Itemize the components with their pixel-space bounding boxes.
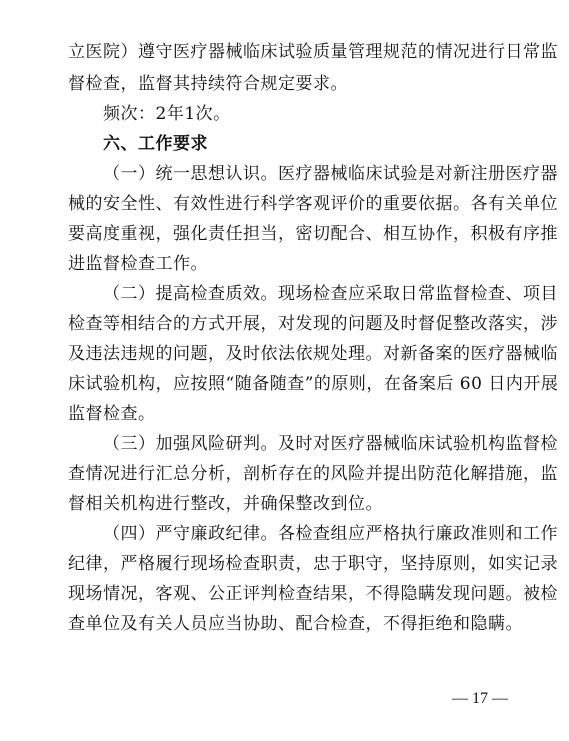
paragraph-line: 械的安全性、有效性进行科学客观评价的重要依据。各有关单位 (68, 194, 558, 214)
paragraph-line: （二）提高检查质效。现场检查应采取日常监督检查、项目 (103, 284, 558, 304)
paragraph-line: （四）严守廉政纪律。各检查组应严格执行廉政准则和工作 (103, 524, 558, 544)
paragraph-line: 立医院）遵守医疗器械临床试验质量管理规范的情况进行日常监 (68, 42, 558, 62)
paragraph-line: 进监督检查工作。 (68, 254, 208, 274)
section-heading: 六、工作要求 (103, 134, 208, 154)
paragraph-line: 现场情况，客观、公正评判检查结果，不得隐瞒发现问题。被检 (68, 584, 558, 604)
paragraph-line: （三）加强风险研判。及时对医疗器械临床试验机构监督检 (103, 434, 558, 454)
paragraph-line: 纪律，严格履行现场检查职责，忠于职守，坚持原则，如实记录 (68, 554, 558, 574)
paragraph-line: 监督检查。 (68, 404, 156, 424)
paragraph-line: 检查等相结合的方式开展，对发现的问题及时督促整改落实，涉 (68, 314, 558, 334)
paragraph-line: 查单位及有关人员应当协助、配合检查，不得拒绝和隐瞒。 (68, 614, 523, 634)
paragraph-line: （一）统一思想认识。医疗器械临床试验是对新注册医疗器 (103, 164, 558, 184)
paragraph-line: 督相关机构进行整改，并确保整改到位。 (68, 494, 383, 514)
paragraph-line: 要高度重视，强化责任担当，密切配合、相互协作，积极有序推 (68, 224, 558, 244)
page-number: — 17 — (452, 690, 508, 707)
paragraph-line: 及违法违规的问题，及时依法依规处理。对新备案的医疗器械临 (68, 344, 558, 364)
paragraph-line: 床试验机构，应按照“随备随查”的原则，在备案后 60 日内开展 (68, 374, 559, 394)
paragraph-line: 查情况进行汇总分析，剖析存在的风险并提出防范化解措施，监 (68, 464, 558, 484)
frequency-line: 频次：2年1次。 (103, 104, 231, 124)
paragraph-line: 督检查，监督其持续符合规定要求。 (68, 74, 348, 94)
